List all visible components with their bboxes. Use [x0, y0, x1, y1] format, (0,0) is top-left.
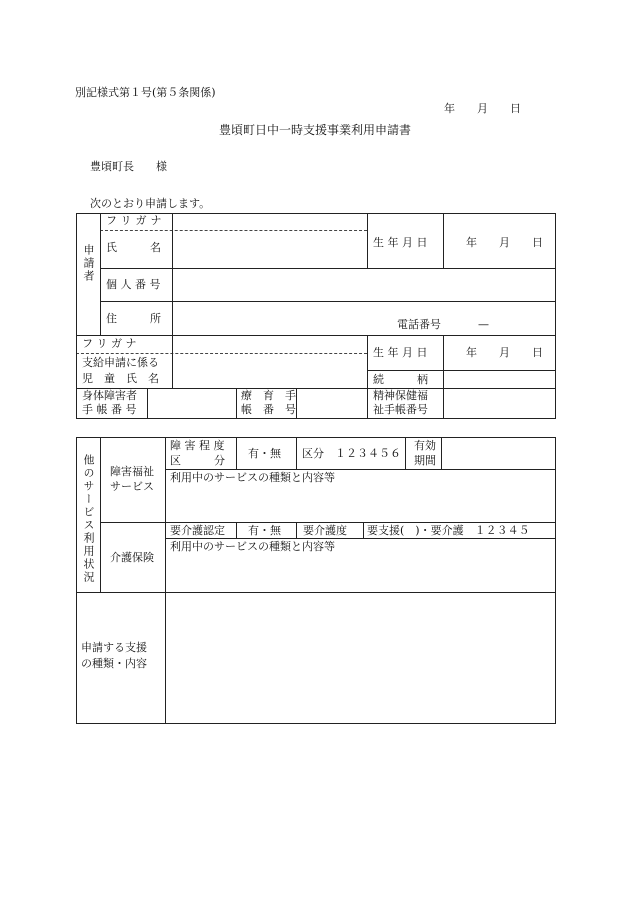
applicant-side-label: 申請者 [82, 244, 95, 283]
phone-label: 電話番号 [397, 318, 441, 331]
applicant-birth-label: 生 年 月 日 [373, 236, 428, 249]
physical-handbook-label-1: 身体障害者 [82, 389, 137, 402]
other-services-side-label: 他のサービス利用状況 [82, 454, 95, 584]
care-yes-no: 有・無 [248, 524, 281, 537]
child-furigana-label: フ リ ガ ナ [82, 337, 137, 350]
form-number: 別記様式第１号(第５条関係) [75, 86, 216, 99]
validity-label-1: 有効 [414, 439, 436, 452]
applicant-name-label: 氏 名 [106, 241, 161, 254]
addressee: 豊頃町長 様 [90, 160, 167, 173]
welfare-label-2: サービス [110, 480, 154, 493]
request-label-1: 申請する支援 [81, 641, 147, 654]
child-birth-label: 生 年 月 日 [373, 346, 428, 359]
applicant-furigana-label: フリガナ [106, 214, 166, 227]
welfare-services-in-use: 利用中のサービスの種類と内容等 [170, 471, 335, 484]
intro-text: 次のとおり申請します。 [90, 197, 211, 210]
welfare-label-1: 障害福祉 [110, 465, 154, 478]
care-services-in-use: 利用中のサービスの種類と内容等 [170, 540, 335, 553]
physical-handbook-label-2: 手 帳 番 号 [82, 403, 137, 416]
disability-yes-no: 有・無 [248, 447, 281, 460]
disability-level-label-2: 区 分 [170, 454, 225, 467]
child-name-label-2: 児 童 氏 名 [82, 372, 159, 385]
relation-label: 続 柄 [373, 373, 428, 386]
form-title: 豊頃町日中一時支援事業利用申請書 [219, 123, 412, 137]
care-insurance-label: 介護保険 [110, 551, 154, 564]
category-label: 区分 １２３４５６ [302, 447, 401, 460]
disability-level-label-1: 障 害 程 度 [170, 439, 225, 452]
care-level-label: 要介護度 [303, 524, 347, 537]
request-label-2: の種類・内容 [81, 657, 147, 670]
validity-label-2: 期間 [414, 454, 436, 467]
child-birth-value: 年 月 日 [466, 346, 543, 359]
ryoiku-handbook-label-1: 療 育 手 [241, 389, 296, 402]
child-name-label-1: 支給申請に係る [82, 356, 159, 369]
care-level-value: 要支援( )・要介護 １２３４５ [367, 524, 530, 537]
mental-handbook-label-1: 精神保健福 [373, 389, 428, 402]
mental-handbook-label-2: 祉手帳番号 [373, 403, 428, 416]
date-line: 年 月 日 [444, 102, 521, 115]
ryoiku-handbook-label-2: 帳 番 号 [241, 403, 296, 416]
personal-number-label: 個 人 番 号 [106, 278, 161, 291]
address-label: 住 所 [106, 312, 161, 325]
care-cert-label: 要介護認定 [170, 524, 225, 537]
applicant-birth-value: 年 月 日 [466, 236, 543, 249]
phone-value: — [478, 318, 489, 331]
